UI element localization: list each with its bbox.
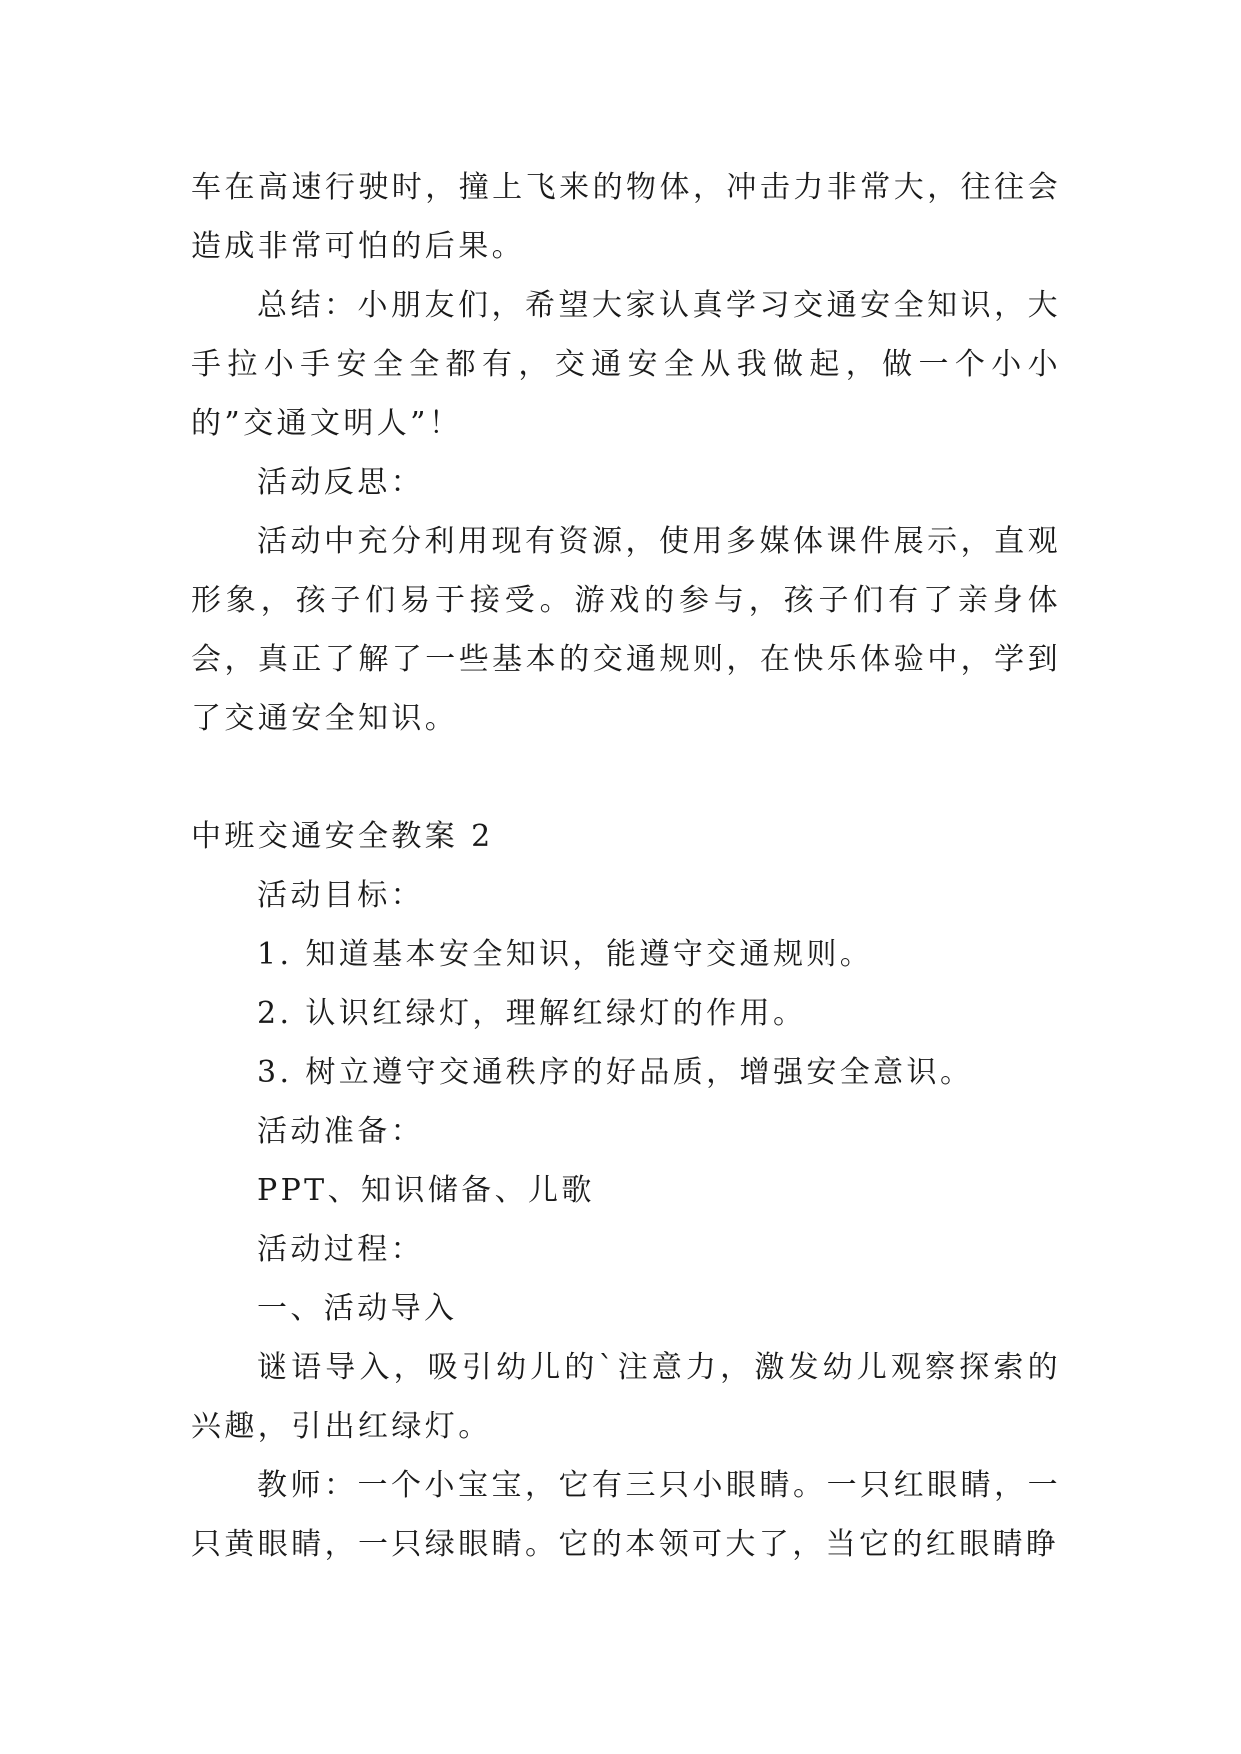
paragraph-reflection: 活动中充分利用现有资源，使用多媒体课件展示，直观形象，孩子们易于接受。游戏的参与，孩子们有了亲身体会，真正了解了一些基本的交通规则，在快乐体验中，学到了交通安全知识。 — [191, 524, 1061, 736]
paragraph-summary: 总结：小朋友们，希望大家认真学习交通安全知识，大手拉小手安全全都有，交通安全从我做起，做一个小小的”交通文明人”！ — [191, 288, 1061, 441]
paragraph-riddle-intro: 谜语导入，吸引幼儿的`注意力，激发幼儿观察探索的兴趣，引出红绿灯。 — [191, 1350, 1061, 1444]
section-title: 中班交通安全教案 2 — [191, 819, 494, 854]
paragraph-teacher: 教师：一个小宝宝，它有三只小眼睛。一只红眼睛，一只黄眼睛，一只绿眼睛。它的本领可大了，当它的红眼睛睁 — [191, 1468, 1061, 1562]
list-item: 2. 认识红绿灯，理解红绿灯的作用。 — [257, 996, 807, 1031]
paragraph-preparation: PPT、知识储备、儿歌 — [257, 1173, 595, 1208]
paragraph-preparation-heading: 活动准备： — [257, 1114, 424, 1149]
document-body — [191, 158, 1061, 1574]
paragraph-collision: 车在高速行驶时，撞上飞来的物体，冲击力非常大，往往会造成非常可怕的后果。 — [191, 170, 1061, 264]
paragraph-process-heading: 活动过程： — [257, 1232, 424, 1267]
paragraph-step-heading: 一、活动导入 — [257, 1291, 458, 1326]
paragraph-goals-heading: 活动目标： — [257, 878, 424, 913]
paragraph-reflection-heading: 活动反思： — [257, 465, 424, 500]
list-item: 3. 树立遵守交通秩序的好品质，增强安全意识。 — [257, 1055, 974, 1090]
list-item: 1. 知道基本安全知识，能遵守交通规则。 — [257, 937, 874, 972]
